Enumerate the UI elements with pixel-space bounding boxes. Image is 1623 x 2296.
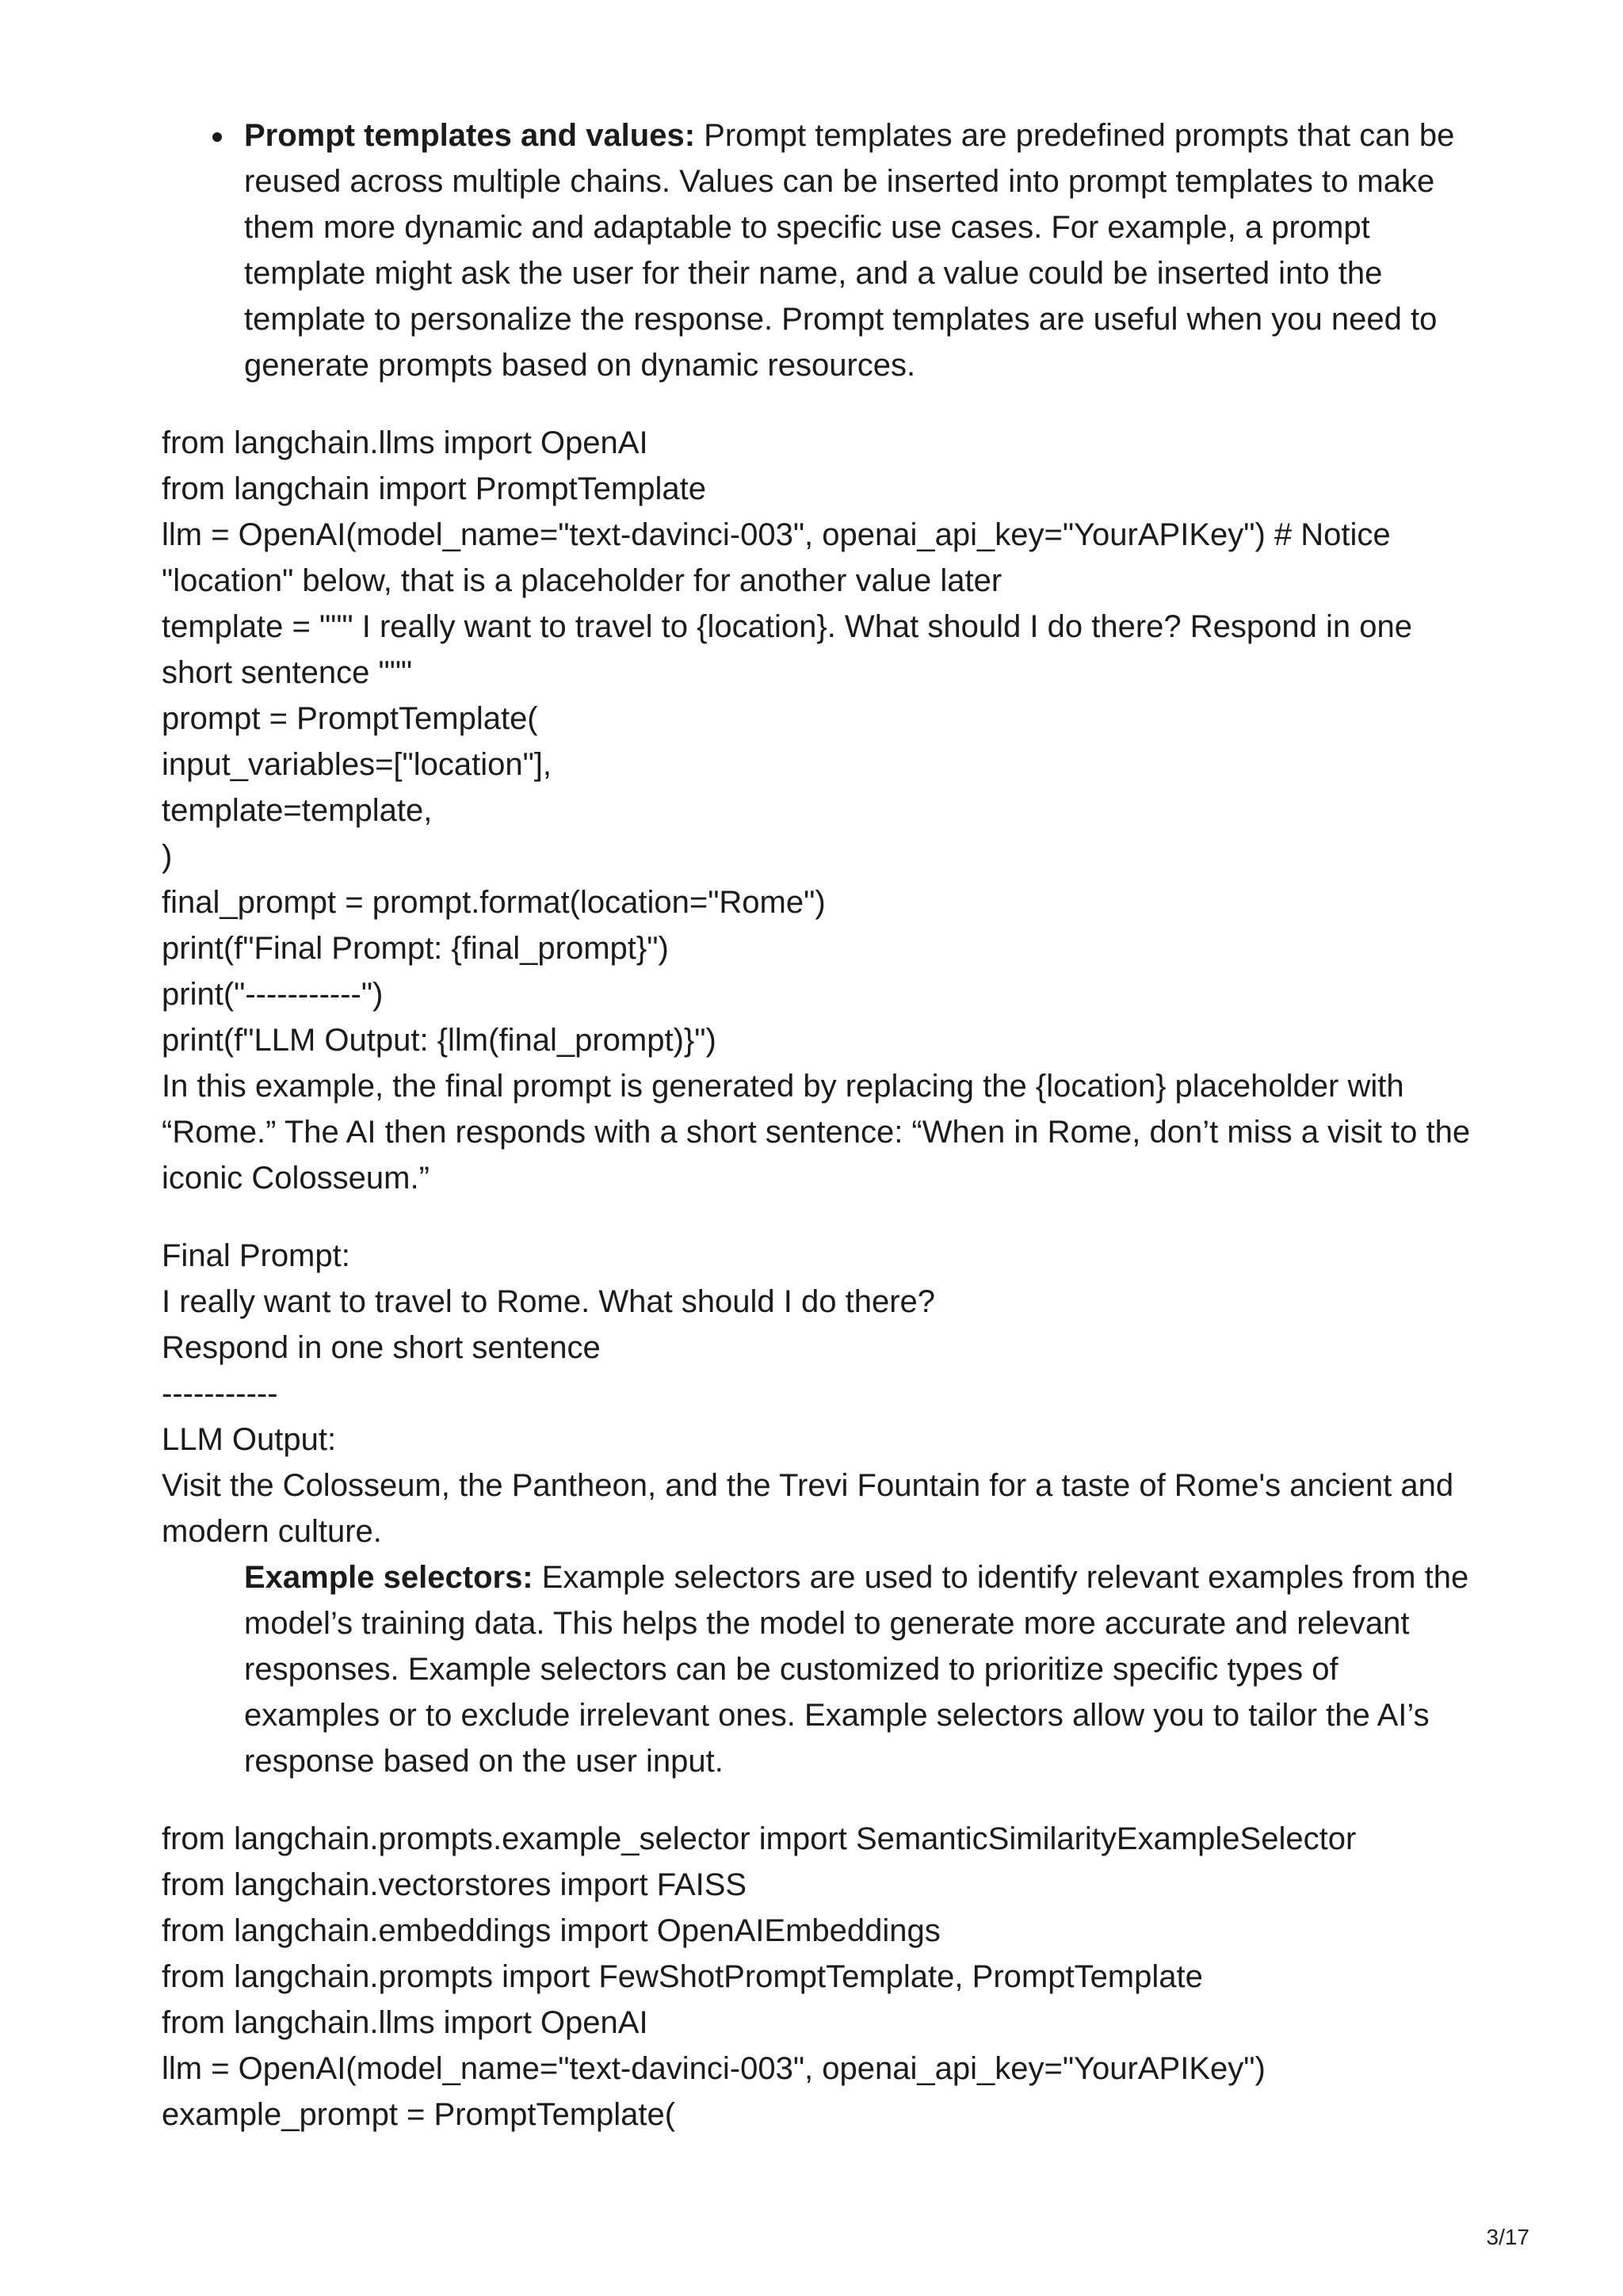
code-line: from langchain.vectorstores import FAISS bbox=[162, 1867, 747, 1902]
code-block-example-selector bbox=[162, 1816, 1477, 2138]
code-line: print("-----------") bbox=[162, 977, 384, 1012]
code-line: template = """ I really want to travel to {location}. What should I do there? Respond in one short sentence """ bbox=[162, 609, 1422, 690]
code-line: prompt = PromptTemplate( bbox=[162, 701, 538, 736]
output-line: ----------- bbox=[162, 1376, 278, 1411]
code-line: input_variables=["location"], bbox=[162, 747, 552, 782]
bullet-dot-icon bbox=[212, 132, 222, 142]
page-number: 3/17 bbox=[1486, 2225, 1529, 2249]
code-line: from langchain.prompts import FewShotPromptTemplate, PromptTemplate bbox=[162, 1959, 1203, 1994]
code-block-prompt-template bbox=[162, 420, 1477, 1063]
code-line: llm = OpenAI(model_name="text-davinci-003", openai_api_key="YourAPIKey") # Notice "location" below, that is a placeholder for another value later bbox=[162, 517, 1400, 598]
code-line: llm = OpenAI(model_name="text-davinci-003", openai_api_key="YourAPIKey") bbox=[162, 2051, 1266, 2086]
output-line: I really want to travel to Rome. What should I do there? bbox=[162, 1284, 936, 1319]
bullet-prompt-templates bbox=[162, 113, 1477, 388]
example-selectors-paragraph bbox=[162, 1554, 1477, 1784]
example-selectors-title: Example selectors: bbox=[244, 1560, 533, 1595]
explanation-paragraph: In this example, the final prompt is generated by replacing the {location} placeholder with “Rome.” The AI then responds with a short sentence: “When in Rome, don’t miss a visit to the iconic Colosseum.” bbox=[162, 1069, 1471, 1196]
example-selectors-body: Example selectors are used to identify relevant examples from the model’s training data. This helps the model to generate more accurate and relevant responses. Example selectors can be customized to prioritize specific types of examples or to exclude irrelevant ones. Example selectors allow you to tailor the AI’s response based on the user input. bbox=[244, 1560, 1469, 1779]
output-line: LLM Output: bbox=[162, 1422, 337, 1457]
code-line: from langchain import PromptTemplate bbox=[162, 471, 706, 506]
output-block bbox=[162, 1233, 1477, 1554]
code-line: example_prompt = PromptTemplate( bbox=[162, 2097, 676, 2132]
bullet-text bbox=[244, 113, 1477, 388]
code-line: print(f"LLM Output: {llm(final_prompt)}") bbox=[162, 1023, 716, 1058]
code-line: ) bbox=[162, 839, 173, 874]
output-line: Visit the Colosseum, the Pantheon, and the Trevi Fountain for a taste of Rome's ancient and modern culture. bbox=[162, 1468, 1463, 1549]
code-line: from langchain.llms import OpenAI bbox=[162, 425, 648, 460]
code-line: print(f"Final Prompt: {final_prompt}") bbox=[162, 931, 669, 966]
code-line: final_prompt = prompt.format(location="Rome") bbox=[162, 885, 826, 920]
bullet-title: Prompt templates and values: bbox=[244, 118, 696, 153]
page-content bbox=[162, 113, 1477, 2138]
code-line: from langchain.embeddings import OpenAIEmbeddings bbox=[162, 1913, 941, 1948]
code-line: from langchain.prompts.example_selector import SemanticSimilarityExampleSelector bbox=[162, 1821, 1357, 1856]
output-line: Final Prompt: bbox=[162, 1238, 350, 1273]
code-line: from langchain.llms import OpenAI bbox=[162, 2005, 648, 2040]
code-line: template=template, bbox=[162, 793, 433, 828]
bullet-body: Prompt templates are predefined prompts that can be reused across multiple chains. Values can be inserted into prompt templates to make them more dynamic and adaptable to specific use cases. For example, a prompt template might ask the user for their name, and a value could be inserted into the template to personalize the response. Prompt templates are useful when you need to generate prompts based on dynamic resources. bbox=[244, 118, 1455, 383]
output-line: Respond in one short sentence bbox=[162, 1330, 601, 1365]
